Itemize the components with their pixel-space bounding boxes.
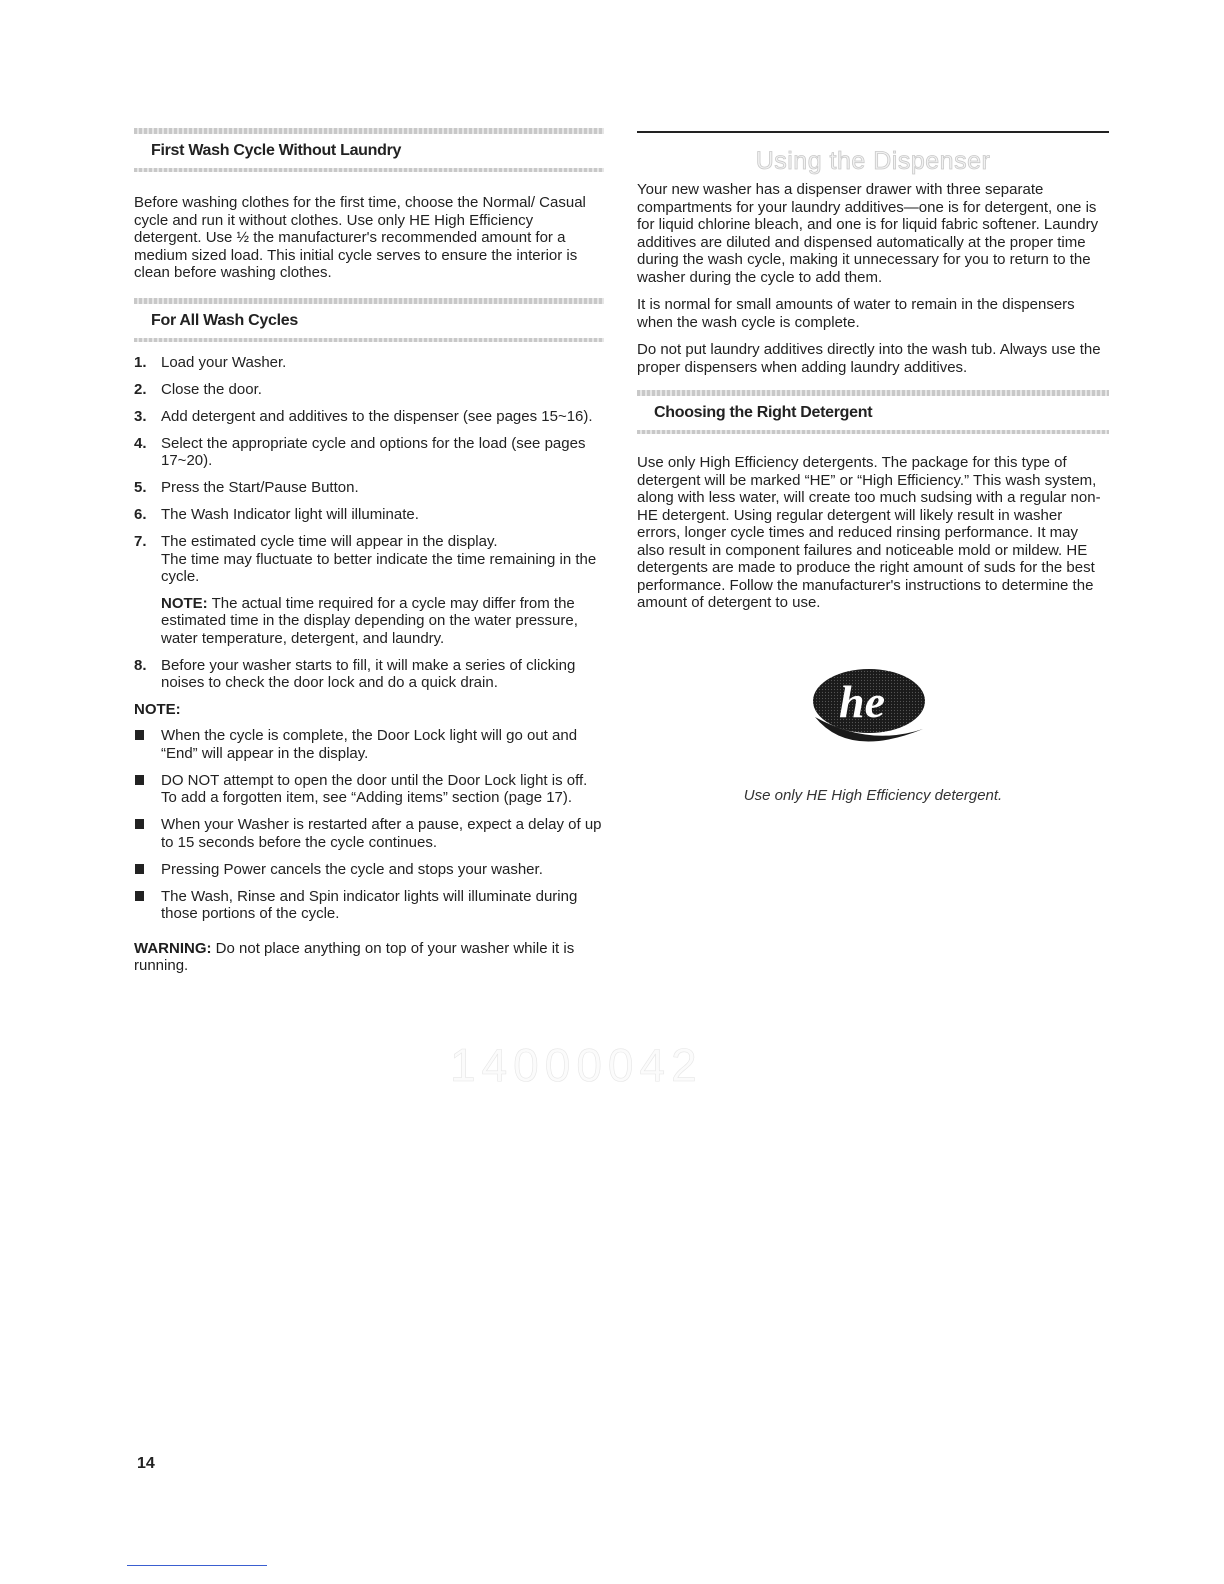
- list-item: DO NOT attempt to open the door until the Door Lock light is off. To add a forgotten item, see “Adding items” section (page 17).: [134, 772, 604, 807]
- list-item: Pressing Power cancels the cycle and stops your washer.: [134, 861, 604, 879]
- top-rule: [637, 131, 1109, 133]
- section-first-wash: [134, 128, 604, 172]
- list-item: 4. Select the appropriate cycle and options for the load (see pages 17~20).: [134, 434, 586, 469]
- first-wash-body: Before washing clothes for the first time, choose the Normal/ Casual cycle and run it without clothes. Use only HE High Efficiency detergent. Use ½ the manufacturer's recommended amount for a medium sized load. This initial cycle serves to ensure the interior is clean before washing clothes.: [134, 194, 586, 281]
- steps-list: [134, 354, 604, 692]
- dispenser-paragraph: Do not put laundry additives directly into the wash tub. Always use the proper dispensers when adding laundry additives.: [637, 341, 1101, 376]
- section-title: First Wash Cycle Without Laundry: [151, 142, 402, 159]
- section-all-wash-cycles: [134, 298, 604, 342]
- list-item: The Wash, Rinse and Spin indicator lights will illuminate during those portions of the cycle.: [134, 888, 604, 923]
- dispenser-paragraph: Your new washer has a dispenser drawer with three separate compartments for your laundry additives—one is for detergent, one is for liquid chlorine bleach, and one is for liquid fabric softener. Laundry additives are diluted and dispensed automatically at the proper time during the wash cycle, making it unnecessary for you to return to the washer during the cycle to add them.: [637, 181, 1099, 286]
- list-item: When the cycle is complete, the Door Lock light will go out and “End” will appear in the display.: [134, 727, 604, 762]
- list-item: 2. Close the door.: [134, 380, 262, 398]
- page-number: 14: [137, 1455, 155, 1472]
- logo-caption: Use only HE High Efficiency detergent.: [743, 787, 1003, 804]
- page-title: Using the Dispenser: [755, 147, 991, 175]
- step-note: NOTE: The actual time required for a cycle may differ from the estimated time in the display depending on the water pressure, water temperature, detergent, and laundry.: [161, 594, 578, 647]
- bullet-square-icon: [135, 775, 144, 785]
- section-divider: [637, 430, 1109, 434]
- note-label: NOTE:: [134, 701, 181, 718]
- list-item: 6. The Wash Indicator light will illuminate.: [134, 506, 419, 523]
- bullet-square-icon: [135, 819, 144, 829]
- section-right-detergent: [637, 390, 1109, 434]
- section-title: Choosing the Right Detergent: [654, 404, 873, 421]
- bullet-square-icon: [135, 730, 144, 740]
- section-divider: [134, 338, 604, 342]
- he-logo-icon: [809, 667, 933, 758]
- he-logo-text: he: [839, 676, 885, 727]
- warning-text: WARNING: Do not place anything on top of your washer while it is running.: [134, 939, 575, 974]
- dispenser-paragraph: It is normal for small amounts of water to remain in the dispensers when the wash cycle is complete.: [637, 296, 1075, 331]
- left-column: [134, 128, 604, 975]
- right-column: [637, 131, 1109, 804]
- list-item: 8. Before your washer starts to fill, it will make a series of clicking noises to check the door lock and do a quick drain.: [134, 656, 576, 691]
- list-item: 5. Press the Start/Pause Button.: [134, 479, 359, 496]
- section-divider: [134, 168, 604, 172]
- scan-watermark: 14000042: [450, 1039, 703, 1091]
- list-item: 3. Add detergent and additives to the dispenser (see pages 15~16).: [134, 407, 593, 425]
- list-item: When your Washer is restarted after a pause, expect a delay of up to 15 seconds before the cycle continues.: [134, 816, 604, 851]
- bullet-square-icon: [135, 891, 144, 901]
- bottom-underline: [127, 1565, 267, 1566]
- list-item: 7. The estimated cycle time will appear in the display. The time may fluctuate to better indicate the time remaining in the cycle. NOTE: The actual time required for a cycle may differ from the estimated time in the display depending on the water pressure, water temperature, detergent, and laundry.: [134, 533, 604, 647]
- note-bullets: [134, 727, 604, 923]
- section-title: For All Wash Cycles: [151, 311, 298, 329]
- detergent-body: Use only High Efficiency detergents. The package for this type of detergent will be marked “HE” or “High Efficiency.” This wash system, along with less water, will create too much sudsing with a regular non-HE detergent. Using regular detergent will likely result in washer errors, longer cycle times and reduced rinsing performance. It may also result in component failures and noticeable mold or mildew. HE detergents are made to produce the right amount of suds for the best performance. Follow the manufacturer's instructions to determine the amount of detergent to use.: [637, 454, 1101, 611]
- bullet-square-icon: [135, 864, 144, 874]
- list-item: 1. Load your Washer.: [134, 353, 287, 371]
